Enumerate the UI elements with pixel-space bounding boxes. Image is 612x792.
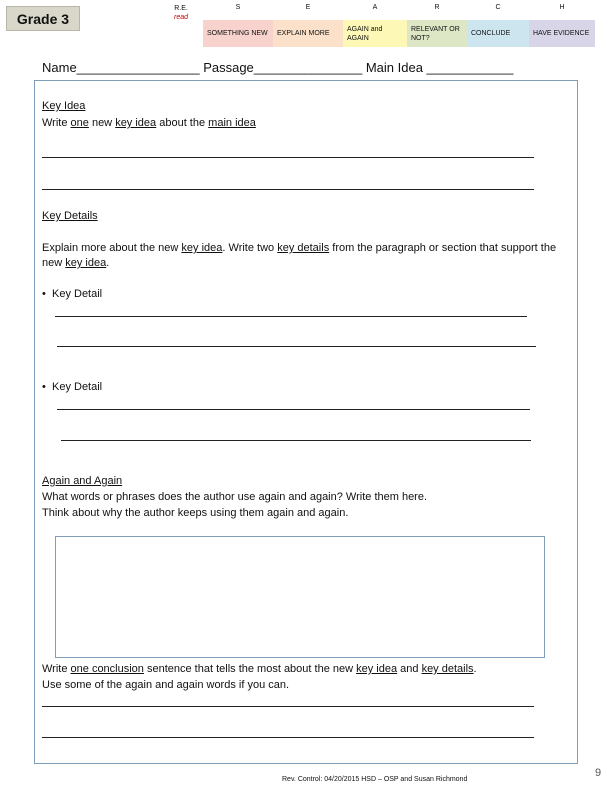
again-line-1: What words or phrases does the author use again and again? Write them here. xyxy=(42,491,428,503)
bullet-key-detail-1 xyxy=(42,288,102,300)
bullet-key-detail-2 xyxy=(42,381,102,393)
acronym-cells xyxy=(203,20,595,47)
text: main idea xyxy=(208,117,256,129)
text: sentence that tells the most about the new xyxy=(143,663,357,675)
text: key idea xyxy=(115,117,157,129)
re-text: R.E. xyxy=(174,5,188,12)
cell-relevant-or-not: RELEVANT OR NOT? xyxy=(407,20,467,47)
name-passage-mainidea-line[interactable]: Name_________________ Passage_______________ Main Idea ____________ xyxy=(42,60,514,75)
write-line[interactable] xyxy=(55,316,527,317)
cell-conclude: CONCLUDE xyxy=(467,20,529,47)
again-answer-box[interactable] xyxy=(55,536,545,658)
text: key details xyxy=(421,663,474,675)
write-line[interactable] xyxy=(61,440,531,441)
bullet-dot: • xyxy=(42,288,46,300)
grade-label: Grade 3 xyxy=(6,6,80,31)
conclusion-line-2: Use some of the again and again words if you can. xyxy=(42,679,290,691)
text: . xyxy=(473,663,477,675)
re-label xyxy=(168,4,194,22)
text: about the xyxy=(156,117,209,129)
text: one conclusion xyxy=(70,663,144,675)
write-line[interactable] xyxy=(42,737,534,738)
cell-something-new: SOMETHING NEW xyxy=(203,20,273,47)
re-sub: read xyxy=(173,14,188,21)
again-heading: Again and Again xyxy=(42,475,123,487)
write-line[interactable] xyxy=(42,706,534,707)
again-line-2: Think about why the author keeps using them again and again. xyxy=(42,507,349,519)
key-details-heading: Key Details xyxy=(42,210,98,222)
bullet-label: Key Detail xyxy=(51,381,103,393)
write-line[interactable] xyxy=(42,157,534,158)
bullet-label: Key Detail xyxy=(51,288,103,300)
letter-r: R xyxy=(434,4,440,11)
text: one xyxy=(70,117,89,129)
text: . xyxy=(106,257,110,269)
write-line[interactable] xyxy=(42,189,534,190)
cell-again-and-again: AGAIN and AGAIN xyxy=(343,20,407,47)
letter-e: E xyxy=(305,4,311,11)
cell-have-evidence: HAVE EVIDENCE xyxy=(529,20,595,47)
text: Explain more about the new xyxy=(42,242,182,254)
text: key idea xyxy=(181,242,223,254)
write-line[interactable] xyxy=(57,409,530,410)
conclusion-instructions xyxy=(42,662,477,677)
acronym-letters xyxy=(203,0,595,16)
letter-h: H xyxy=(559,4,565,11)
page-number: 9 xyxy=(595,767,602,779)
cell-explain-more: EXPLAIN MORE xyxy=(273,20,343,47)
footer-rev-control: Rev. Control: 04/20/2015 HSD – OSP and Susan Richmond xyxy=(282,776,468,783)
text: new xyxy=(88,117,116,129)
key-details-instructions xyxy=(42,241,558,271)
letter-a: A xyxy=(372,4,378,11)
key-idea-heading: Key Idea xyxy=(42,100,86,112)
bullet-dot: • xyxy=(42,381,46,393)
key-idea-instructions xyxy=(42,116,256,131)
text: . Write two xyxy=(222,242,278,254)
text: from the paragraph or section that support the new xyxy=(42,242,557,269)
text: Write xyxy=(42,117,71,129)
letter-s: S xyxy=(235,4,241,11)
text: and xyxy=(397,663,422,675)
text: key idea xyxy=(65,257,107,269)
letter-c: C xyxy=(495,4,501,11)
text: key details xyxy=(277,242,330,254)
text: Write xyxy=(42,663,71,675)
write-line[interactable] xyxy=(57,346,536,347)
text: key idea xyxy=(356,663,398,675)
